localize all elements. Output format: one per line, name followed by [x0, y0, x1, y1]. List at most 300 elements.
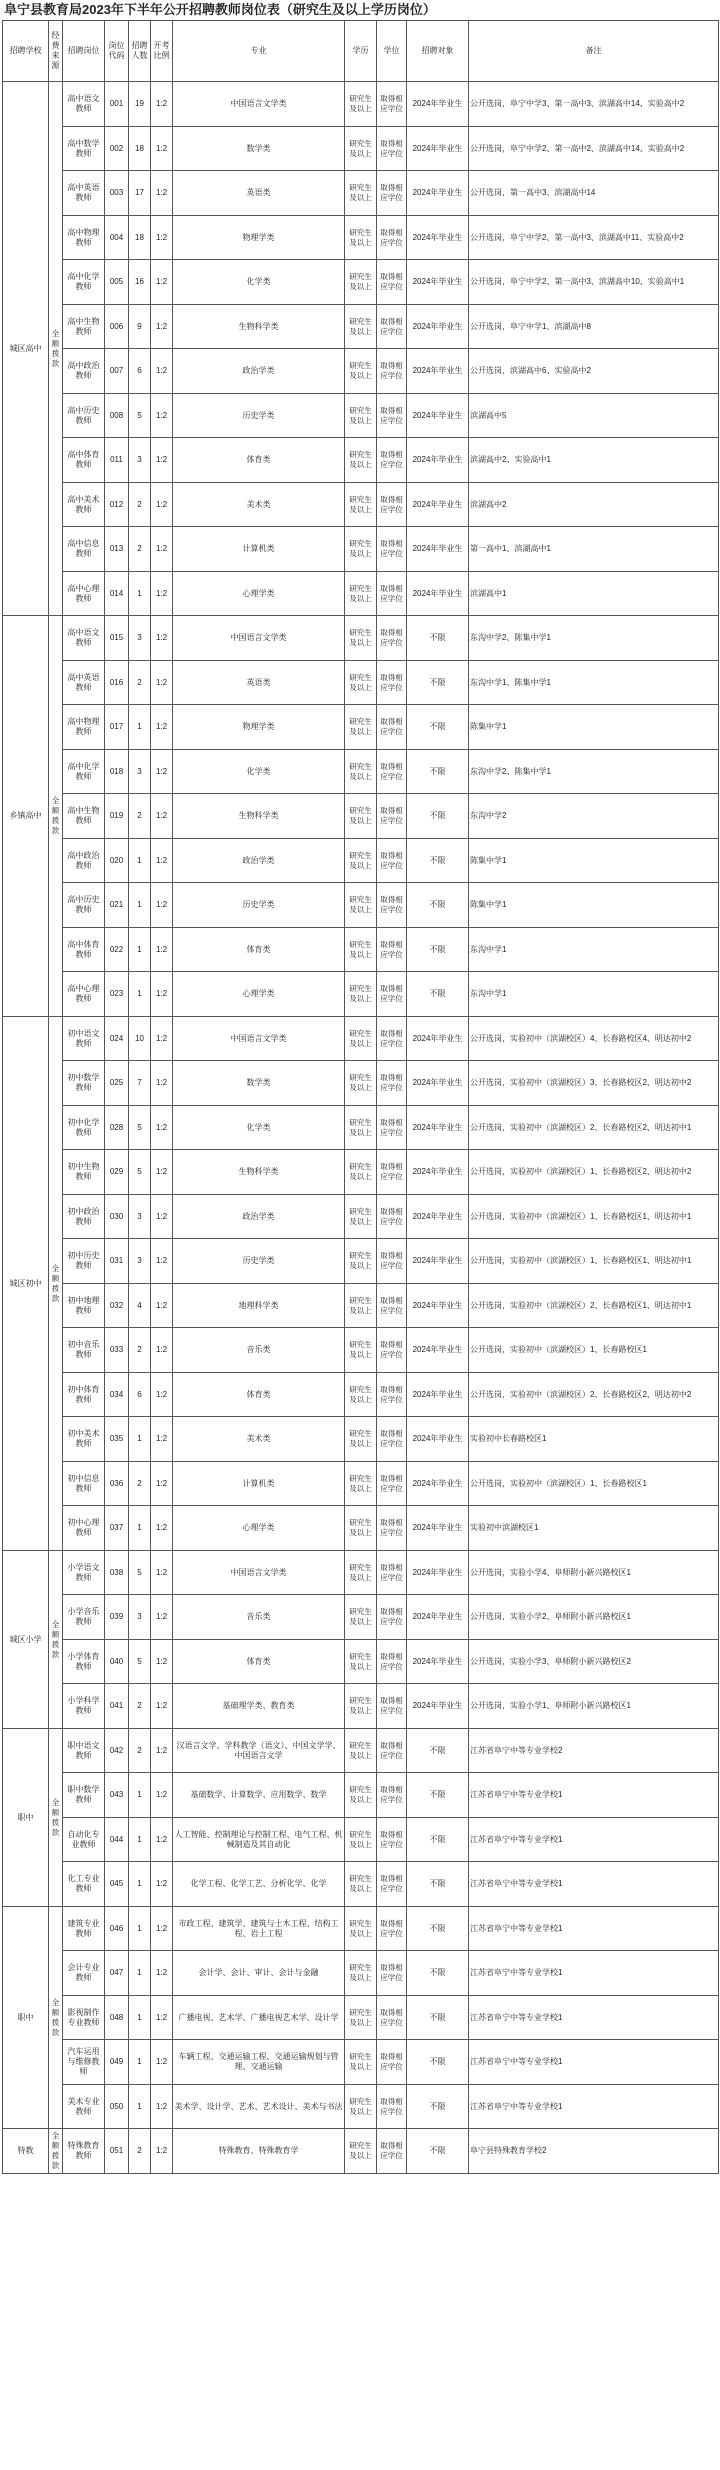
school-cell: 职中 [3, 1729, 49, 1907]
target-cell: 2024年毕业生 [407, 483, 469, 527]
post-cell: 高中物理教师 [63, 216, 105, 260]
note-cell: 公开选岗，阜宁中学1、滨湖高中8 [469, 305, 719, 349]
code-cell: 021 [105, 883, 129, 928]
note-cell: 公开选岗，实验初中（滨湖校区）1、长春路校区1、明达初中1 [469, 1239, 719, 1284]
num-cell: 1 [129, 2085, 151, 2129]
major-cell: 人工智能、控制理论与控制工程、电气工程、机械制造及其自动化 [173, 1818, 345, 1862]
post-cell: 自动化专业教师 [63, 1818, 105, 1862]
code-cell: 039 [105, 1595, 129, 1640]
post-cell: 小学语文教师 [63, 1551, 105, 1595]
note-cell: 公开选岗，实验初中（滨湖校区）1、长春路校区2、明达初中2 [469, 1150, 719, 1195]
post-cell: 初中政治教师 [63, 1195, 105, 1239]
degree-cell: 取得相应学位 [377, 1061, 407, 1106]
target-cell: 不限 [407, 2129, 469, 2174]
post-cell: 高中体育教师 [63, 438, 105, 483]
edu-cell: 研究生及以上 [345, 1595, 377, 1640]
code-cell: 012 [105, 483, 129, 527]
table-row [3, 1818, 719, 1862]
target-cell: 2024年毕业生 [407, 216, 469, 260]
code-cell: 036 [105, 1462, 129, 1506]
edu-cell: 研究生及以上 [345, 1907, 377, 1951]
edu-cell: 研究生及以上 [345, 1417, 377, 1462]
num-cell: 18 [129, 127, 151, 171]
num-cell: 2 [129, 2129, 151, 2174]
ratio-cell: 1:2 [151, 1907, 173, 1951]
table-row [3, 1195, 719, 1239]
table-row [3, 1284, 719, 1328]
post-cell: 高中生物教师 [63, 305, 105, 349]
ratio-cell: 1:2 [151, 1061, 173, 1106]
major-cell: 化学工程、化学工艺、分析化学、化学 [173, 1862, 345, 1907]
target-cell: 2024年毕业生 [407, 1150, 469, 1195]
table-row [3, 216, 719, 260]
table-row [3, 616, 719, 661]
code-cell: 024 [105, 1017, 129, 1061]
ratio-cell: 1:2 [151, 1729, 173, 1773]
ratio-cell: 1:2 [151, 1017, 173, 1061]
target-cell: 2024年毕业生 [407, 1506, 469, 1551]
ratio-cell: 1:2 [151, 750, 173, 794]
post-cell: 职中数学教师 [63, 1773, 105, 1818]
post-cell: 高中英语教师 [63, 661, 105, 705]
degree-cell: 取得相应学位 [377, 1462, 407, 1506]
major-cell: 政治学类 [173, 839, 345, 883]
edu-cell: 研究生及以上 [345, 1150, 377, 1195]
ratio-cell: 1:2 [151, 1284, 173, 1328]
ratio-cell: 1:2 [151, 1551, 173, 1595]
post-cell: 高中物理教师 [63, 705, 105, 750]
degree-cell: 取得相应学位 [377, 1595, 407, 1640]
edu-cell: 研究生及以上 [345, 1951, 377, 1996]
table-row [3, 438, 719, 483]
degree-cell: 取得相应学位 [377, 1106, 407, 1150]
degree-cell: 取得相应学位 [377, 616, 407, 661]
edu-cell: 研究生及以上 [345, 1862, 377, 1907]
degree-cell: 取得相应学位 [377, 1417, 407, 1462]
target-cell: 不限 [407, 794, 469, 839]
table-row [3, 1862, 719, 1907]
table-row [3, 260, 719, 305]
num-cell: 1 [129, 883, 151, 928]
edu-cell: 研究生及以上 [345, 171, 377, 216]
note-cell: 陈集中学1 [469, 705, 719, 750]
num-cell: 1 [129, 1818, 151, 1862]
ratio-cell: 1:2 [151, 1150, 173, 1195]
target-cell: 2024年毕业生 [407, 394, 469, 438]
post-cell: 初中数学教师 [63, 1061, 105, 1106]
degree-cell: 取得相应学位 [377, 394, 407, 438]
major-cell: 计算机类 [173, 527, 345, 572]
degree-cell: 取得相应学位 [377, 1551, 407, 1595]
num-cell: 1 [129, 1506, 151, 1551]
ratio-cell: 1:2 [151, 1328, 173, 1373]
ratio-cell: 1:2 [151, 1195, 173, 1239]
num-cell: 1 [129, 928, 151, 972]
num-cell: 2 [129, 1729, 151, 1773]
note-cell: 公开选岗，实验小学3、阜师附小新兴路校区2 [469, 1640, 719, 1684]
target-cell: 2024年毕业生 [407, 1684, 469, 1729]
table-row [3, 127, 719, 171]
table-row [3, 1017, 719, 1061]
ratio-cell: 1:2 [151, 794, 173, 839]
table-row [3, 527, 719, 572]
num-cell: 3 [129, 1195, 151, 1239]
degree-cell: 取得相应学位 [377, 1818, 407, 1862]
target-cell: 不限 [407, 928, 469, 972]
num-cell: 1 [129, 572, 151, 616]
major-cell: 历史学类 [173, 1239, 345, 1284]
target-cell: 2024年毕业生 [407, 1017, 469, 1061]
target-cell: 2024年毕业生 [407, 305, 469, 349]
target-cell: 不限 [407, 883, 469, 928]
degree-cell: 取得相应学位 [377, 1328, 407, 1373]
target-cell: 不限 [407, 1907, 469, 1951]
edu-cell: 研究生及以上 [345, 1773, 377, 1818]
num-cell: 2 [129, 527, 151, 572]
funding-cell: 全额拨款 [49, 1551, 63, 1729]
code-cell: 043 [105, 1773, 129, 1818]
note-cell: 公开选岗，实验初中（滨湖校区）1、长春路校区1 [469, 1328, 719, 1373]
major-cell: 会计学、会计、审计、会计与金融 [173, 1951, 345, 1996]
code-cell: 022 [105, 928, 129, 972]
ratio-cell: 1:2 [151, 127, 173, 171]
num-cell: 7 [129, 1061, 151, 1106]
table-row [3, 1684, 719, 1729]
num-cell: 17 [129, 171, 151, 216]
target-cell: 2024年毕业生 [407, 1284, 469, 1328]
num-cell: 1 [129, 1951, 151, 1996]
header-ratio: 开考比例 [151, 21, 173, 82]
post-cell: 高中心理教师 [63, 972, 105, 1017]
ratio-cell: 1:2 [151, 705, 173, 750]
target-cell: 不限 [407, 839, 469, 883]
degree-cell: 取得相应学位 [377, 1239, 407, 1284]
target-cell: 不限 [407, 705, 469, 750]
code-cell: 020 [105, 839, 129, 883]
major-cell: 美术类 [173, 1417, 345, 1462]
major-cell: 美术类 [173, 483, 345, 527]
num-cell: 5 [129, 394, 151, 438]
school-cell: 城区初中 [3, 1017, 49, 1551]
post-cell: 初中信息教师 [63, 1462, 105, 1506]
code-cell: 033 [105, 1328, 129, 1373]
note-cell: 公开选岗，实验小学2、阜师附小新兴路校区1 [469, 1595, 719, 1640]
num-cell: 5 [129, 1640, 151, 1684]
code-cell: 046 [105, 1907, 129, 1951]
edu-cell: 研究生及以上 [345, 1106, 377, 1150]
note-cell: 滨湖高中5 [469, 394, 719, 438]
header-target: 招聘对象 [407, 21, 469, 82]
degree-cell: 取得相应学位 [377, 1773, 407, 1818]
major-cell: 市政工程、建筑学、建筑与土木工程、结构工程、岩土工程 [173, 1907, 345, 1951]
edu-cell: 研究生及以上 [345, 616, 377, 661]
code-cell: 032 [105, 1284, 129, 1328]
major-cell: 心理学类 [173, 972, 345, 1017]
ratio-cell: 1:2 [151, 82, 173, 127]
code-cell: 002 [105, 127, 129, 171]
post-cell: 初中语文教师 [63, 1017, 105, 1061]
degree-cell: 取得相应学位 [377, 2085, 407, 2129]
table-row [3, 1729, 719, 1773]
ratio-cell: 1:2 [151, 260, 173, 305]
note-cell: 公开选岗，阜宁中学2、第一高中3、滨湖高中11、实验高中2 [469, 216, 719, 260]
major-cell: 计算机类 [173, 1462, 345, 1506]
num-cell: 1 [129, 705, 151, 750]
table-row [3, 2040, 719, 2085]
target-cell: 2024年毕业生 [407, 1106, 469, 1150]
degree-cell: 取得相应学位 [377, 438, 407, 483]
code-cell: 015 [105, 616, 129, 661]
table-row [3, 1373, 719, 1417]
table-row [3, 1907, 719, 1951]
code-cell: 016 [105, 661, 129, 705]
target-cell: 2024年毕业生 [407, 1595, 469, 1640]
target-cell: 2024年毕业生 [407, 1417, 469, 1462]
note-cell: 公开选岗，第一高中3、滨湖高中14 [469, 171, 719, 216]
table-row [3, 1328, 719, 1373]
table-row [3, 1106, 719, 1150]
table-row [3, 705, 719, 750]
target-cell: 2024年毕业生 [407, 260, 469, 305]
code-cell: 034 [105, 1373, 129, 1417]
num-cell: 5 [129, 1150, 151, 1195]
post-cell: 初中化学教师 [63, 1106, 105, 1150]
target-cell: 2024年毕业生 [407, 1551, 469, 1595]
post-cell: 小学音乐教师 [63, 1595, 105, 1640]
ratio-cell: 1:2 [151, 1462, 173, 1506]
code-cell: 018 [105, 750, 129, 794]
degree-cell: 取得相应学位 [377, 2040, 407, 2085]
note-cell: 公开选岗，阜宁中学2、第一高中3、滨湖高中10、实验高中1 [469, 260, 719, 305]
degree-cell: 取得相应学位 [377, 127, 407, 171]
target-cell: 2024年毕业生 [407, 1195, 469, 1239]
post-cell: 高中政治教师 [63, 349, 105, 394]
target-cell: 不限 [407, 2040, 469, 2085]
note-cell: 公开选岗，实验初中（滨湖校区）2、长春路校区2、明达初中1 [469, 1106, 719, 1150]
code-cell: 019 [105, 794, 129, 839]
note-cell: 公开选岗，实验小学4、阜师附小新兴路校区1 [469, 1551, 719, 1595]
edu-cell: 研究生及以上 [345, 483, 377, 527]
ratio-cell: 1:2 [151, 1862, 173, 1907]
post-cell: 高中政治教师 [63, 839, 105, 883]
edu-cell: 研究生及以上 [345, 1996, 377, 2040]
funding-cell: 全额拨款 [49, 1017, 63, 1551]
table-row [3, 1640, 719, 1684]
table-row [3, 1150, 719, 1195]
target-cell: 不限 [407, 661, 469, 705]
major-cell: 化学类 [173, 1106, 345, 1150]
edu-cell: 研究生及以上 [345, 394, 377, 438]
note-cell: 江苏省阜宁中等专业学校1 [469, 1818, 719, 1862]
recruitment-table [2, 20, 719, 2174]
target-cell: 2024年毕业生 [407, 1061, 469, 1106]
degree-cell: 取得相应学位 [377, 349, 407, 394]
post-cell: 会计专业教师 [63, 1951, 105, 1996]
target-cell: 2024年毕业生 [407, 1640, 469, 1684]
post-cell: 初中体育教师 [63, 1373, 105, 1417]
post-cell: 小学科学教师 [63, 1684, 105, 1729]
school-cell: 特教 [3, 2129, 49, 2174]
code-cell: 031 [105, 1239, 129, 1284]
post-cell: 高中生物教师 [63, 794, 105, 839]
num-cell: 19 [129, 82, 151, 127]
note-cell: 公开选岗，实验初中（滨湖校区）4、长春路校区4、明达初中2 [469, 1017, 719, 1061]
target-cell: 2024年毕业生 [407, 1462, 469, 1506]
code-cell: 047 [105, 1951, 129, 1996]
major-cell: 中国语言文学类 [173, 1017, 345, 1061]
edu-cell: 研究生及以上 [345, 794, 377, 839]
table-row [3, 171, 719, 216]
table-row [3, 1462, 719, 1506]
edu-cell: 研究生及以上 [345, 127, 377, 171]
code-cell: 005 [105, 260, 129, 305]
table-row [3, 572, 719, 616]
num-cell: 3 [129, 750, 151, 794]
note-cell: 东沟中学2、陈集中学1 [469, 616, 719, 661]
header-num: 招聘人数 [129, 21, 151, 82]
ratio-cell: 1:2 [151, 1106, 173, 1150]
ratio-cell: 1:2 [151, 972, 173, 1017]
note-cell: 江苏省阜宁中等专业学校1 [469, 2040, 719, 2085]
num-cell: 10 [129, 1017, 151, 1061]
ratio-cell: 1:2 [151, 171, 173, 216]
note-cell: 陈集中学1 [469, 883, 719, 928]
major-cell: 体育类 [173, 928, 345, 972]
note-cell: 江苏省阜宁中等专业学校1 [469, 1773, 719, 1818]
num-cell: 2 [129, 1462, 151, 1506]
num-cell: 2 [129, 794, 151, 839]
code-cell: 006 [105, 305, 129, 349]
code-cell: 035 [105, 1417, 129, 1462]
edu-cell: 研究生及以上 [345, 928, 377, 972]
major-cell: 政治学类 [173, 1195, 345, 1239]
major-cell: 生物科学类 [173, 1150, 345, 1195]
ratio-cell: 1:2 [151, 394, 173, 438]
target-cell: 2024年毕业生 [407, 527, 469, 572]
ratio-cell: 1:2 [151, 839, 173, 883]
note-cell: 东沟中学1 [469, 972, 719, 1017]
target-cell: 不限 [407, 1818, 469, 1862]
note-cell: 东沟中学1 [469, 928, 719, 972]
major-cell: 中国语言文学类 [173, 1551, 345, 1595]
target-cell: 不限 [407, 750, 469, 794]
degree-cell: 取得相应学位 [377, 1640, 407, 1684]
edu-cell: 研究生及以上 [345, 1284, 377, 1328]
ratio-cell: 1:2 [151, 2129, 173, 2174]
degree-cell: 取得相应学位 [377, 1907, 407, 1951]
major-cell: 历史学类 [173, 883, 345, 928]
ratio-cell: 1:2 [151, 1996, 173, 2040]
edu-cell: 研究生及以上 [345, 527, 377, 572]
header-major: 专业 [173, 21, 345, 82]
page-title: 阜宁县教育局2023年下半年公开招聘教师岗位表（研究生及以上学历岗位） [4, 2, 436, 17]
code-cell: 040 [105, 1640, 129, 1684]
post-cell: 职中语文教师 [63, 1729, 105, 1773]
ratio-cell: 1:2 [151, 438, 173, 483]
school-cell: 城区小学 [3, 1551, 49, 1729]
num-cell: 9 [129, 305, 151, 349]
post-cell: 高中信息教师 [63, 527, 105, 572]
major-cell: 历史学类 [173, 394, 345, 438]
target-cell: 2024年毕业生 [407, 127, 469, 171]
table-row [3, 794, 719, 839]
major-cell: 英语类 [173, 171, 345, 216]
edu-cell: 研究生及以上 [345, 1818, 377, 1862]
table-row [3, 2129, 719, 2174]
table-row [3, 1417, 719, 1462]
degree-cell: 取得相应学位 [377, 1996, 407, 2040]
post-cell: 高中心理教师 [63, 572, 105, 616]
table-row [3, 1951, 719, 1996]
degree-cell: 取得相应学位 [377, 2129, 407, 2174]
table-row [3, 483, 719, 527]
target-cell: 2024年毕业生 [407, 1328, 469, 1373]
ratio-cell: 1:2 [151, 1373, 173, 1417]
ratio-cell: 1:2 [151, 349, 173, 394]
funding-cell: 全额拨款 [49, 82, 63, 616]
major-cell: 美术学、设计学、艺术、艺术设计、美术与书法 [173, 2085, 345, 2129]
num-cell: 5 [129, 1106, 151, 1150]
edu-cell: 研究生及以上 [345, 1551, 377, 1595]
edu-cell: 研究生及以上 [345, 216, 377, 260]
num-cell: 1 [129, 2040, 151, 2085]
header-degree: 学位 [377, 21, 407, 82]
num-cell: 1 [129, 1417, 151, 1462]
edu-cell: 研究生及以上 [345, 883, 377, 928]
ratio-cell: 1:2 [151, 2040, 173, 2085]
edu-cell: 研究生及以上 [345, 349, 377, 394]
note-cell: 公开选岗，实验初中（滨湖校区）2、长春路校区2、明达初中2 [469, 1373, 719, 1417]
table-row [3, 1595, 719, 1640]
note-cell: 公开选岗，实验初中（滨湖校区）3、长春路校区2、明达初中2 [469, 1061, 719, 1106]
ratio-cell: 1:2 [151, 883, 173, 928]
table-row [3, 1506, 719, 1551]
ratio-cell: 1:2 [151, 305, 173, 349]
target-cell: 不限 [407, 616, 469, 661]
edu-cell: 研究生及以上 [345, 661, 377, 705]
degree-cell: 取得相应学位 [377, 216, 407, 260]
major-cell: 车辆工程、交通运输工程、交通运输规划与管理、交通运输 [173, 2040, 345, 2085]
target-cell: 不限 [407, 1773, 469, 1818]
table-row [3, 82, 719, 127]
target-cell: 不限 [407, 1951, 469, 1996]
edu-cell: 研究生及以上 [345, 305, 377, 349]
code-cell: 014 [105, 572, 129, 616]
code-cell: 008 [105, 394, 129, 438]
school-cell: 职中 [3, 1907, 49, 2129]
degree-cell: 取得相应学位 [377, 1729, 407, 1773]
num-cell: 16 [129, 260, 151, 305]
num-cell: 3 [129, 1595, 151, 1640]
degree-cell: 取得相应学位 [377, 171, 407, 216]
major-cell: 数学类 [173, 1061, 345, 1106]
major-cell: 基础理学类、教育类 [173, 1684, 345, 1729]
note-cell: 滨湖高中1 [469, 572, 719, 616]
header-post: 招聘岗位 [63, 21, 105, 82]
target-cell: 不限 [407, 972, 469, 1017]
degree-cell: 取得相应学位 [377, 1195, 407, 1239]
target-cell: 2024年毕业生 [407, 572, 469, 616]
edu-cell: 研究生及以上 [345, 972, 377, 1017]
ratio-cell: 1:2 [151, 1506, 173, 1551]
target-cell: 不限 [407, 1862, 469, 1907]
code-cell: 028 [105, 1106, 129, 1150]
target-cell: 2024年毕业生 [407, 1373, 469, 1417]
edu-cell: 研究生及以上 [345, 1640, 377, 1684]
code-cell: 030 [105, 1195, 129, 1239]
ratio-cell: 1:2 [151, 616, 173, 661]
major-cell: 音乐类 [173, 1328, 345, 1373]
